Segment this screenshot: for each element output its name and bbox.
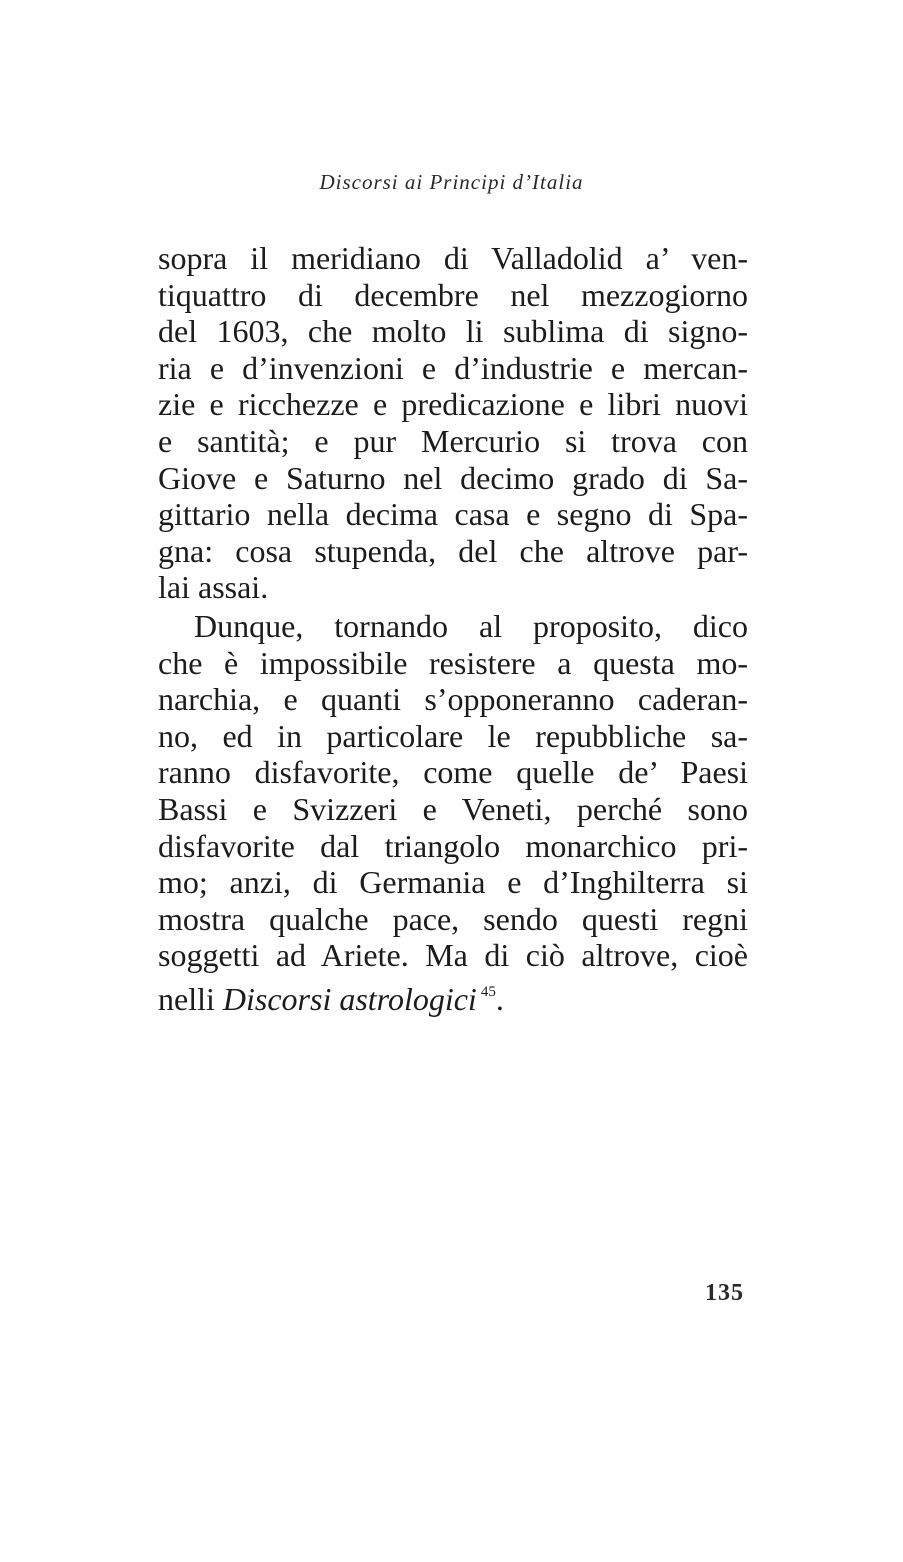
running-head: Discorsi ai Principi d’Italia [319, 170, 584, 194]
text-line: Dunque, tornando al proposito, dico [194, 607, 748, 644]
text-line: che è impossibile resistere a questa mo- [158, 644, 748, 681]
italic-title: Discorsi astrologici [222, 980, 477, 1017]
text-line: mostra qualche pace, sendo questi regni [158, 900, 748, 937]
text-line: gna: cosa stupenda, del che altrove par- [158, 532, 748, 569]
text-line: ria e d’invenzioni e d’industrie e mercan- [158, 349, 748, 386]
text-line-final [158, 974, 748, 1017]
text-line: Giove e Saturno nel decimo grado di Sa- [158, 459, 748, 496]
page-number: 135 [705, 1280, 744, 1306]
text-line: zie e ricchezze e predicazione e libri nuovi [158, 386, 748, 423]
text-line: soggetti ad Ariete. Ma di ciò altrove, cioè [158, 937, 748, 974]
text-line: sopra il meridiano di Valladolid a’ ven- [158, 240, 748, 276]
text-fragment: nelli [158, 980, 223, 1017]
text-line: e santità; e pur Mercurio si trova con [158, 422, 748, 459]
text-line: lai assai. [158, 569, 269, 606]
text-line: mo; anzi, di Germania e d’Inghilterra si [158, 864, 748, 901]
text-line: Bassi e Svizzeri e Veneti, perché sono [158, 790, 748, 827]
text-line: ranno disfavorite, come quelle de’ Paesi [158, 754, 748, 791]
body-text [158, 240, 748, 1017]
text-line: no, ed in particolare le repubbliche sa- [158, 717, 748, 754]
text-fragment: . [495, 980, 504, 1017]
text-line: narchia, e quanti s’opponeranno caderan- [158, 681, 748, 718]
text-line: del 1603, che molto li sublima di signo- [158, 313, 748, 350]
text-line: disfavorite dal triangolo monarchico pri- [158, 827, 748, 864]
text-line: gittario nella decima casa e segno di Spa- [158, 496, 748, 533]
text-line: tiquattro di decembre nel mezzogiorno [158, 276, 748, 313]
footnote-marker: 45 [480, 983, 496, 1000]
